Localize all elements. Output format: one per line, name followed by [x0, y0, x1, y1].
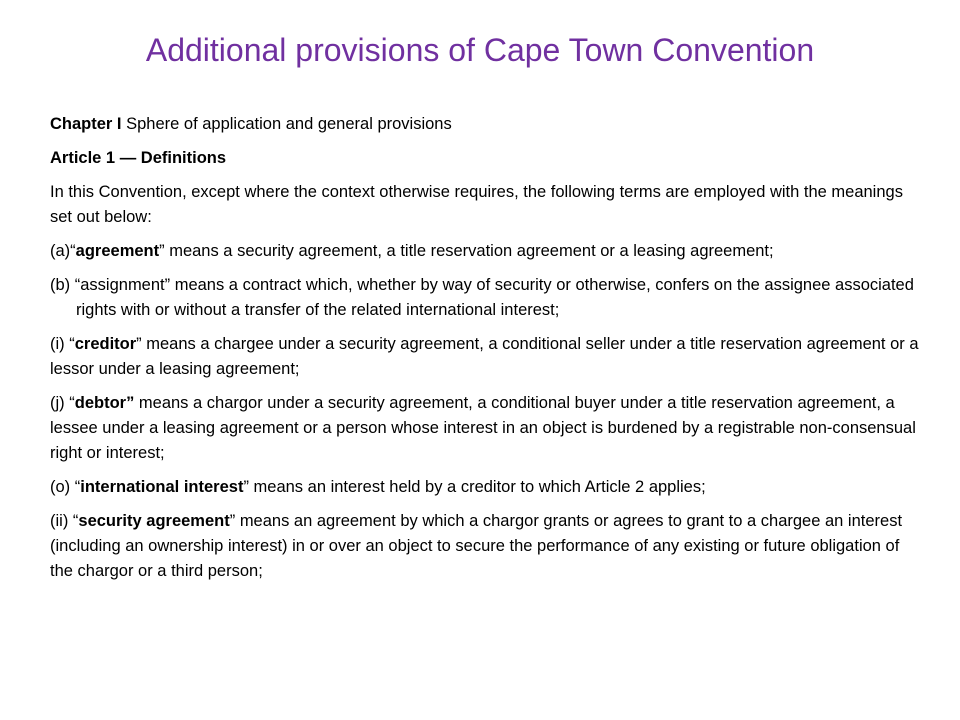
definition-prefix: (ii) “	[50, 512, 79, 530]
slide-title: Additional provisions of Cape Town Convention	[145, 32, 815, 68]
chapter-line	[50, 112, 920, 137]
definition-text: means a chargor under a security agreement, a conditional buyer under a title reservation agreement, a lessee under a leasing agreement or a person whose interest in an object is burdened by a registrable non-consensual right or interest;	[50, 394, 916, 462]
definition-term: creditor	[74, 335, 137, 353]
intro-paragraph: In this Convention, except where the context otherwise requires, the following terms are employed with the meanings set out below:	[50, 183, 903, 226]
chapter-label: Chapter I	[50, 115, 122, 133]
chapter-text: Sphere of application and general provisions	[121, 115, 452, 133]
definition-term: agreement	[75, 242, 160, 260]
definition-text: ” means an agreement by which a chargor grants or agrees to grant to a chargee an interest (including an ownership interest) in or over an object to secure the performance of any existing or future obligation of the chargor or a third person;	[50, 512, 903, 580]
definition-ii	[50, 509, 920, 584]
definition-prefix: (i) “	[50, 335, 75, 353]
definition-a	[50, 239, 920, 264]
definition-text: ” means a chargee under a security agreement, a conditional seller under a title reservation agreement or a lessor under a leasing agreement;	[50, 335, 919, 378]
definition-j	[50, 391, 920, 466]
definition-prefix: (b) “assignment	[50, 276, 165, 294]
article-heading: Article 1 — Definitions	[50, 149, 227, 167]
definition-term: debtor”	[74, 394, 135, 412]
slide-body	[50, 112, 920, 593]
definition-text: ” means an interest held by a creditor to which Article 2 applies;	[243, 478, 706, 496]
definition-term: international interest	[80, 478, 244, 496]
definition-text: ” means a security agreement, a title reservation agreement or a leasing agreement;	[159, 242, 774, 260]
definition-o	[50, 475, 920, 500]
definition-prefix: (j) “	[50, 394, 75, 412]
definition-i	[50, 332, 920, 382]
definition-prefix: (o) “	[50, 478, 81, 496]
definition-b	[50, 273, 920, 323]
definition-prefix: (a)“	[50, 242, 76, 260]
definition-text: ” means a contract which, whether by way of security or otherwise, confers on the assignee associated rights with or without a transfer of the related international interest;	[76, 276, 914, 319]
definition-term: security agreement	[78, 512, 230, 530]
